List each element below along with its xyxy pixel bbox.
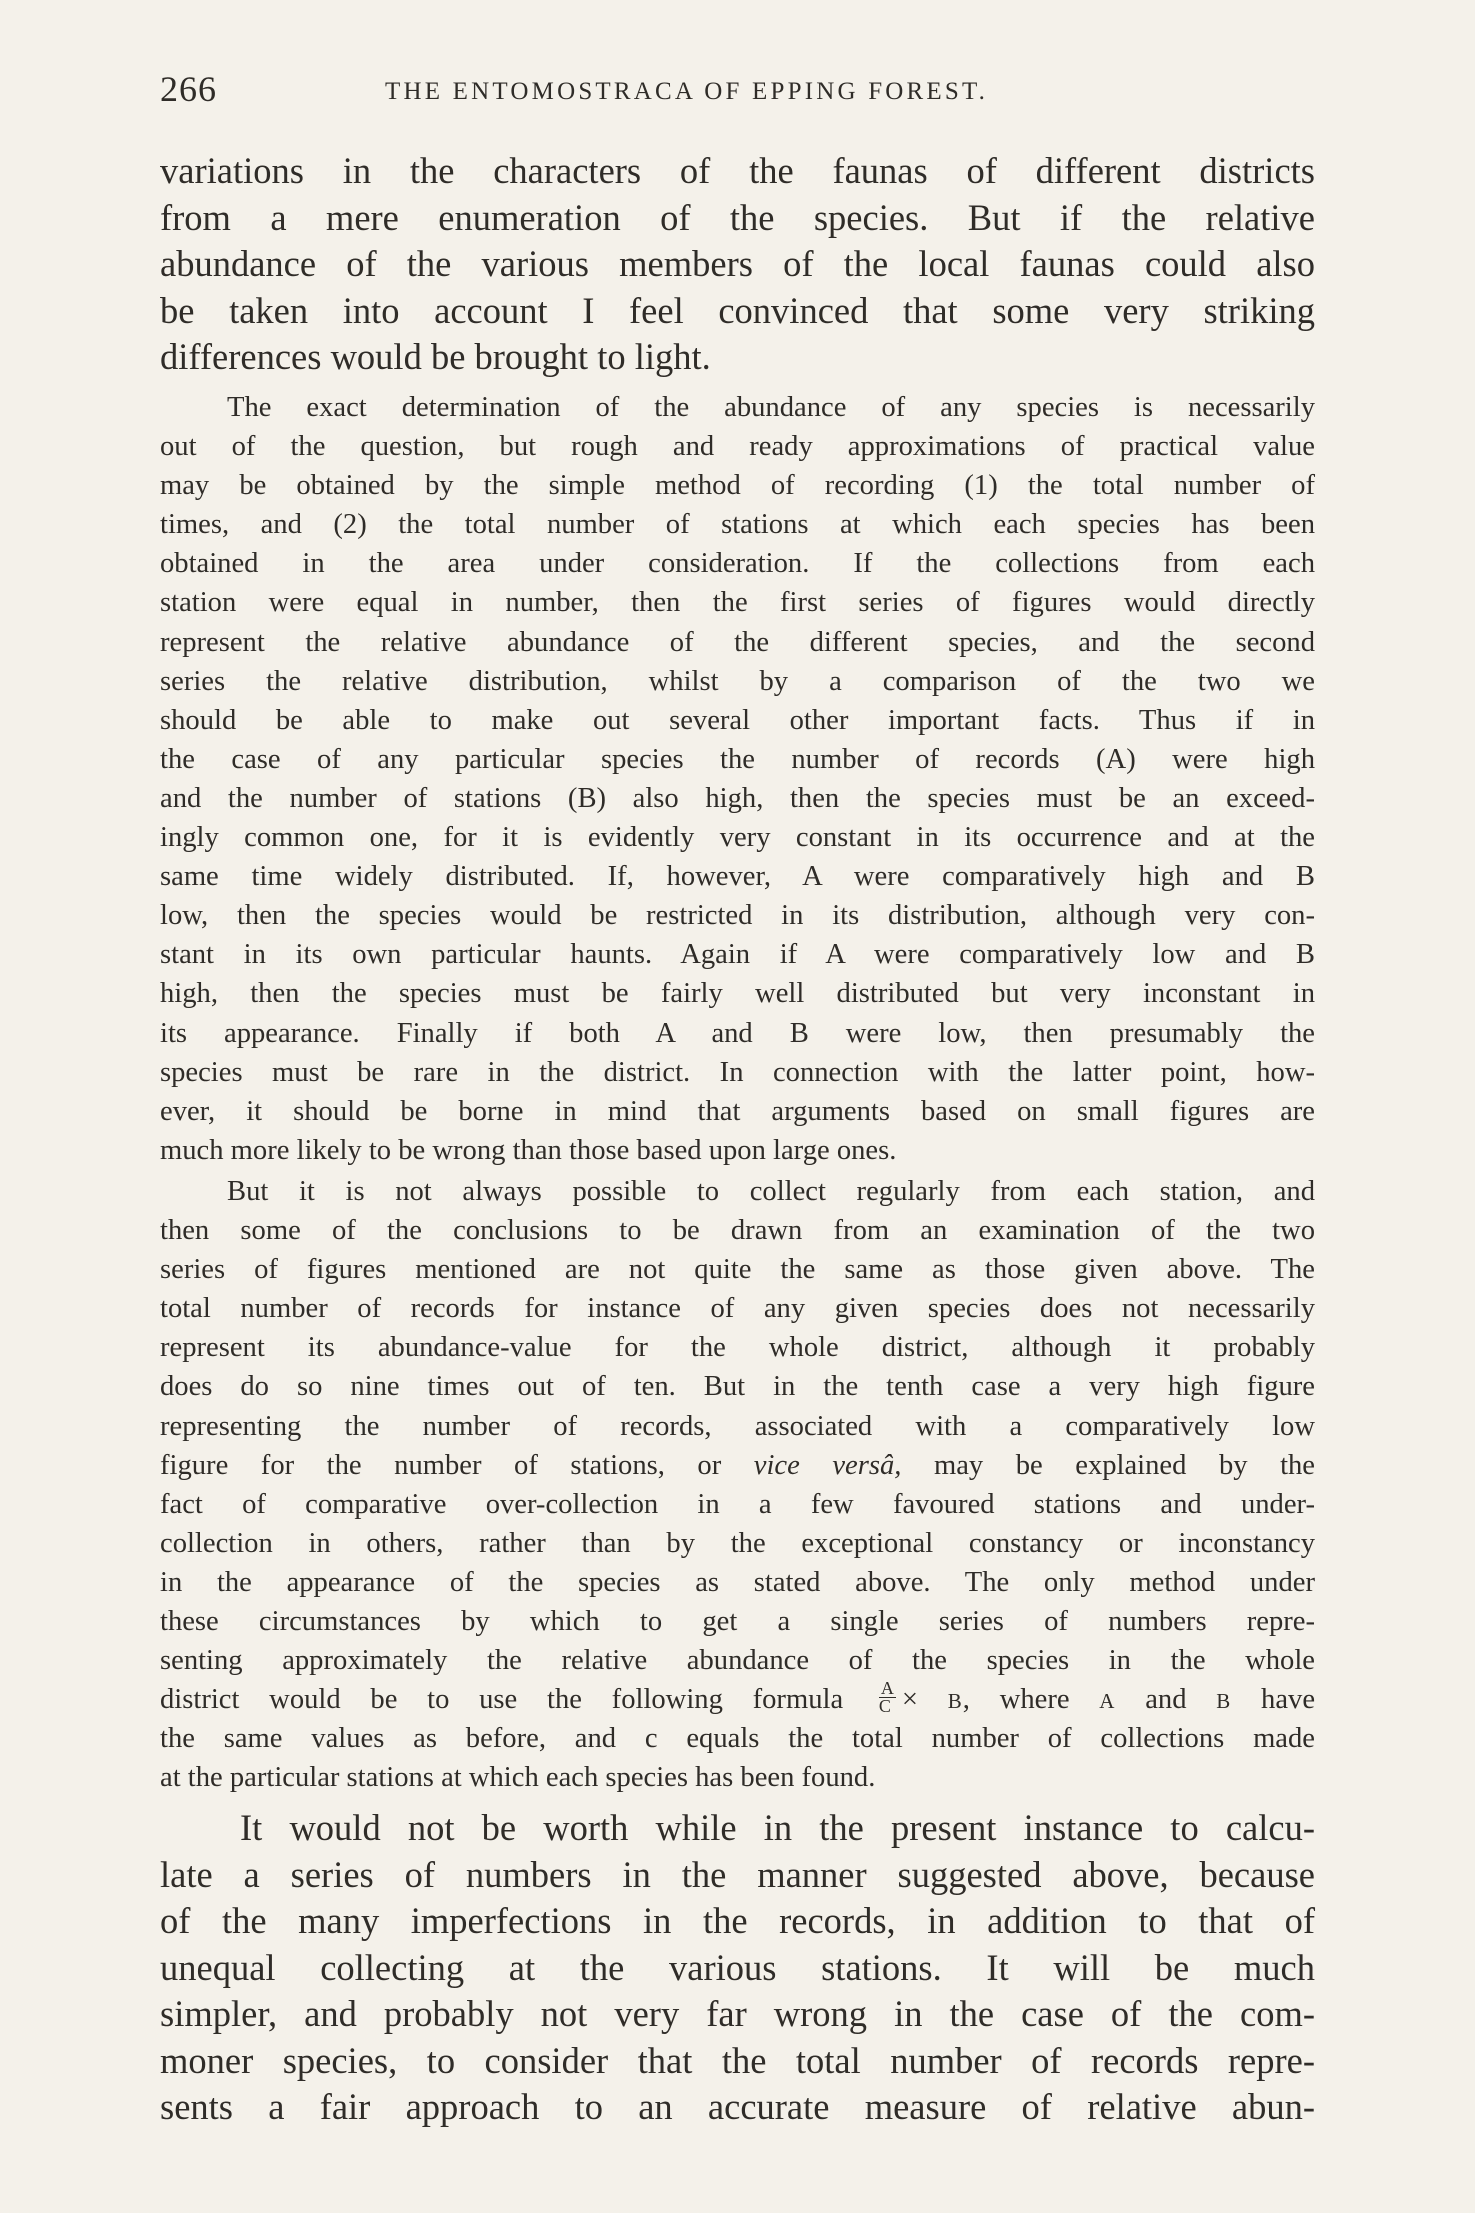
text-line: senting approximately the relative abundance of the species in the whole [160, 1645, 1315, 1677]
page-header [160, 68, 1320, 118]
text-line: unequal collecting at the various stations. It will be much [160, 1946, 1315, 1988]
running-title: THE ENTOMOSTRACA OF EPPING FOREST. [385, 78, 989, 105]
text-line: fact of comparative over-collection in a few favoured stations and under- [160, 1488, 1315, 1520]
text-line: station were equal in number, then the first series of figures would directly [160, 587, 1315, 619]
text-line: of the many imperfections in the records, in addition to that of [160, 1900, 1315, 1941]
text-segment: , where [962, 1684, 1100, 1716]
paragraph-abundance-method [160, 388, 1315, 1170]
variable-b: B [1216, 1689, 1232, 1714]
text-line: times, and (2) the total number of stations at which each species has been [160, 509, 1315, 541]
variable-b: B [947, 1689, 963, 1714]
text-segment: district would be to use the following formula [160, 1684, 873, 1716]
text-line: species must be rare in the district. In connection with the latter point, how- [160, 1056, 1315, 1088]
text-line: total number of records for instance of any given species does not necessarily [160, 1293, 1315, 1325]
text-line: sents a fair approach to an accurate measure of relative abun- [160, 2086, 1315, 2127]
text-line: abundance of the various members of the local faunas could also [160, 243, 1315, 284]
text-line: variations in the characters of the faunas of different districts [160, 150, 1315, 191]
text-line: the same values as before, and c equals the total number of collections made [160, 1723, 1315, 1755]
text-line: representing the number of records, associated with a comparatively low [160, 1410, 1315, 1442]
fraction-numerator: A [880, 1678, 894, 1699]
text-line: series of figures mentioned are not quite the same as those given above. The [160, 1254, 1315, 1286]
text-line: does do so nine times out of ten. But in the tenth case a very high figure [160, 1371, 1315, 1403]
text-line: in the appearance of the species as stated above. The only method under [160, 1566, 1315, 1598]
text-line: ever, it should be borne in mind that arguments based on small figures are [160, 1095, 1315, 1127]
text-line: It would not be worth while in the present instance to calcu- [240, 1807, 1315, 1848]
text-line: the case of any particular species the number of records (A) were high [160, 743, 1315, 775]
text-line: from a mere enumeration of the species. But if the relative [160, 196, 1315, 238]
text-segment: may be explained by the [901, 1449, 1316, 1481]
text-line: its appearance. Finally if both A and B were low, then presumably the [160, 1017, 1315, 1049]
text-segment: figure for the number of stations, or [160, 1449, 754, 1481]
fraction-denominator: C [878, 1696, 891, 1717]
text-line: may be obtained by the simple method of recording (1) the total number of [160, 470, 1315, 502]
text-line-formula [160, 1680, 1315, 1719]
text-line: late a series of numbers in the manner suggested above, because [160, 1853, 1315, 1895]
text-line: collection in others, rather than by the exceptional constancy or inconstancy [160, 1527, 1315, 1559]
text-line: low, then the species would be restricted in its distribution, although very con- [160, 900, 1315, 932]
page-number: 266 [160, 69, 217, 109]
text-line: ingly common one, for it is evidently very constant in its occurrence and at the [160, 822, 1315, 854]
text-line: stant in its own particular haunts. Again if A were comparatively low and B [160, 939, 1315, 971]
text-line-vice-versa [160, 1446, 1315, 1485]
text-line: high, then the species must be fairly well distributed but very inconstant in [160, 978, 1315, 1010]
text-line: and the number of stations (B) also high, then the species must be an exceed- [160, 782, 1315, 814]
italic-phrase: vice versâ, [753, 1449, 902, 1481]
text-line: at the particular stations at which each species has been found. [160, 1762, 876, 1794]
text-line: same time widely distributed. If, however, A were comparatively high and B [160, 861, 1315, 893]
text-segment: have [1231, 1684, 1316, 1716]
text-line: represent the relative abundance of the different species, and the second [160, 626, 1315, 658]
paragraph-collection-formula [160, 1172, 1315, 1798]
text-line: The exact determination of the abundance of any species is necessarily [227, 392, 1315, 423]
text-line: much more likely to be wrong than those based upon large ones. [160, 1134, 897, 1166]
text-line: then some of the conclusions to be drawn from an examination of the two [160, 1215, 1315, 1247]
text-line: should be able to make out several other important facts. Thus if in [160, 704, 1315, 736]
formula-fraction [879, 1680, 896, 1715]
times-sign: × [901, 1684, 948, 1716]
text-line: obtained in the area under consideration. If the collections from each [160, 548, 1315, 580]
text-line: out of the question, but rough and ready approximations of practical value [160, 431, 1315, 463]
variable-a: A [1099, 1689, 1116, 1714]
text-line: series the relative distribution, whilst by a comparison of the two we [160, 665, 1315, 697]
text-segment: and [1115, 1684, 1217, 1716]
text-line: be taken into account I feel convinced that some very striking [160, 289, 1315, 331]
paragraph-continuation [160, 148, 1315, 381]
text-line: differences would be brought to light. [160, 336, 711, 377]
text-line: these circumstances by which to get a single series of numbers repre- [160, 1606, 1315, 1638]
text-line: But it is not always possible to collect regularly from each station, and [227, 1176, 1315, 1207]
text-line: simpler, and probably not very far wrong in the case of the com- [160, 1993, 1315, 2034]
paragraph-conclusion [160, 1805, 1315, 2131]
text-line: moner species, to consider that the total number of records repre- [160, 2039, 1315, 2081]
text-line: represent its abundance-value for the whole district, although it probably [160, 1332, 1315, 1364]
